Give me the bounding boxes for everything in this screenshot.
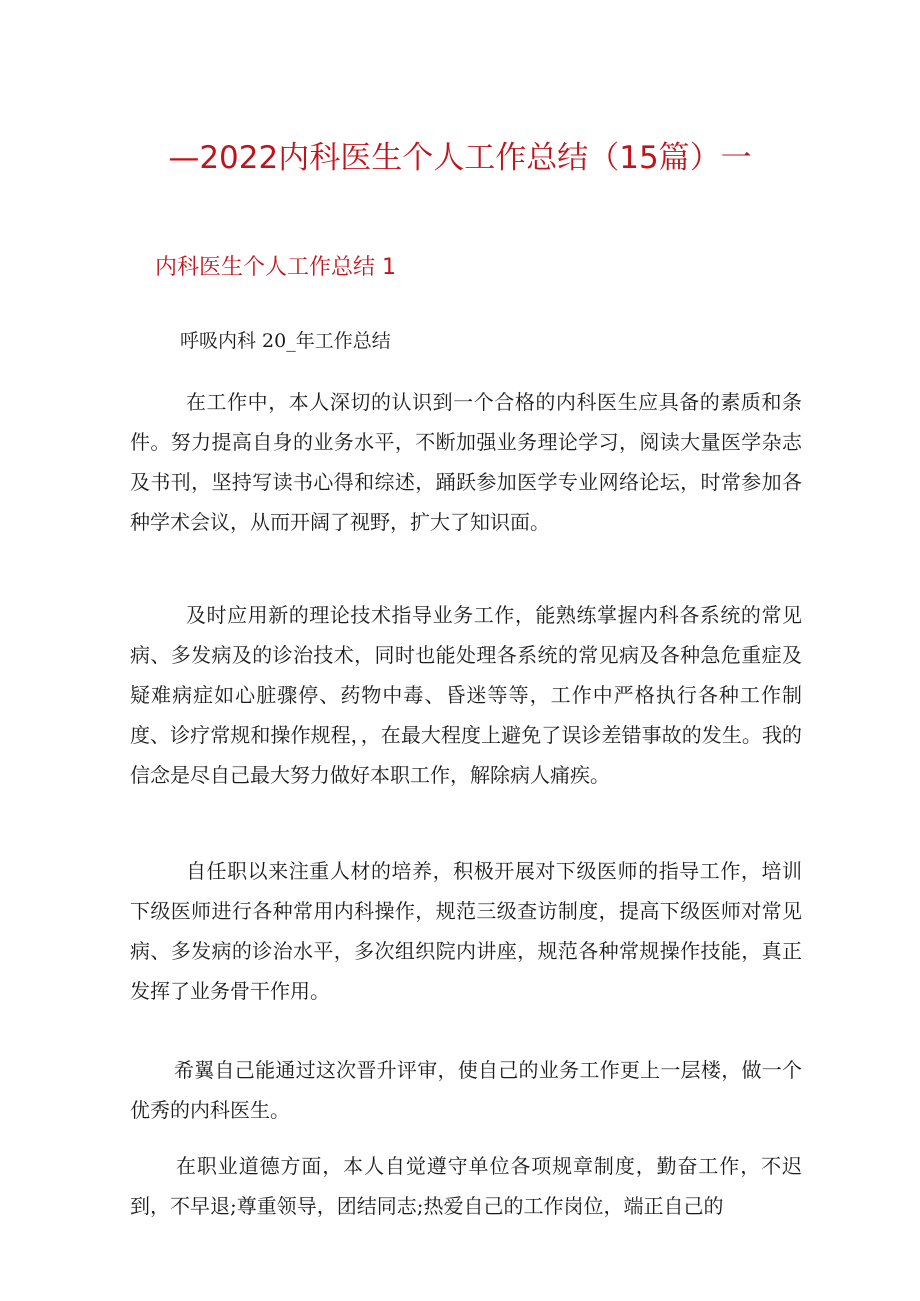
paragraph-5: 在职业道德方面，本人自觉遵守单位各项规章制度，勤奋工作，不迟到，不早退;尊重领导，团结同志;热爱自己的工作岗位，端正自己的 <box>130 1154 802 1218</box>
document-title: —2022内科医生个人工作总结（15篇）一 <box>168 140 752 176</box>
paragraph-2: 及时应用新的理论技术指导业务工作，能熟练掌握内科各系统的常见病、多发病及的诊治技术，同时也能处理各系统的常见病及各种急危重症及疑难病症如心脏骤停、药物中毒、昏迷等等，工作中严格执行各种工作制度、诊疗常规和操作规程，，在最大程度上避免了误诊差错事故的发生。我的信念是尽自己最大努力做好本职工作，解除病人痛疾。 <box>130 603 802 787</box>
paragraph-4: 希翼自己能通过这次晋升评审，使自己的业务工作更上一层楼，做一个优秀的内科医生。 <box>130 1058 802 1122</box>
paragraph-3: 自任职以来注重人材的培养，积极开展对下级医师的指导工作，培训下级医师进行各种常用内科操作，规范三级查访制度，提高下级医师对常见病、多发病的诊治水平，多次组织院内讲座，规范各种常规操作技能，真正发挥了业务骨干作用。 <box>130 859 802 1003</box>
section-heading: 内科医生个人工作总结 1 <box>155 255 396 280</box>
paragraph-1: 在工作中，本人深切的认识到一个合格的内科医生应具备的素质和条件。努力提高自身的业务水平，不断加强业务理论学习，阅读大量医学杂志及书刊，坚持写读书心得和综述，踊跃参加医学专业网络论坛，时常参加各种学术会议，从而开阔了视野，扩大了知识面。 <box>130 390 802 534</box>
report-subheading: 呼吸内科 20_年工作总结 <box>180 330 391 352</box>
